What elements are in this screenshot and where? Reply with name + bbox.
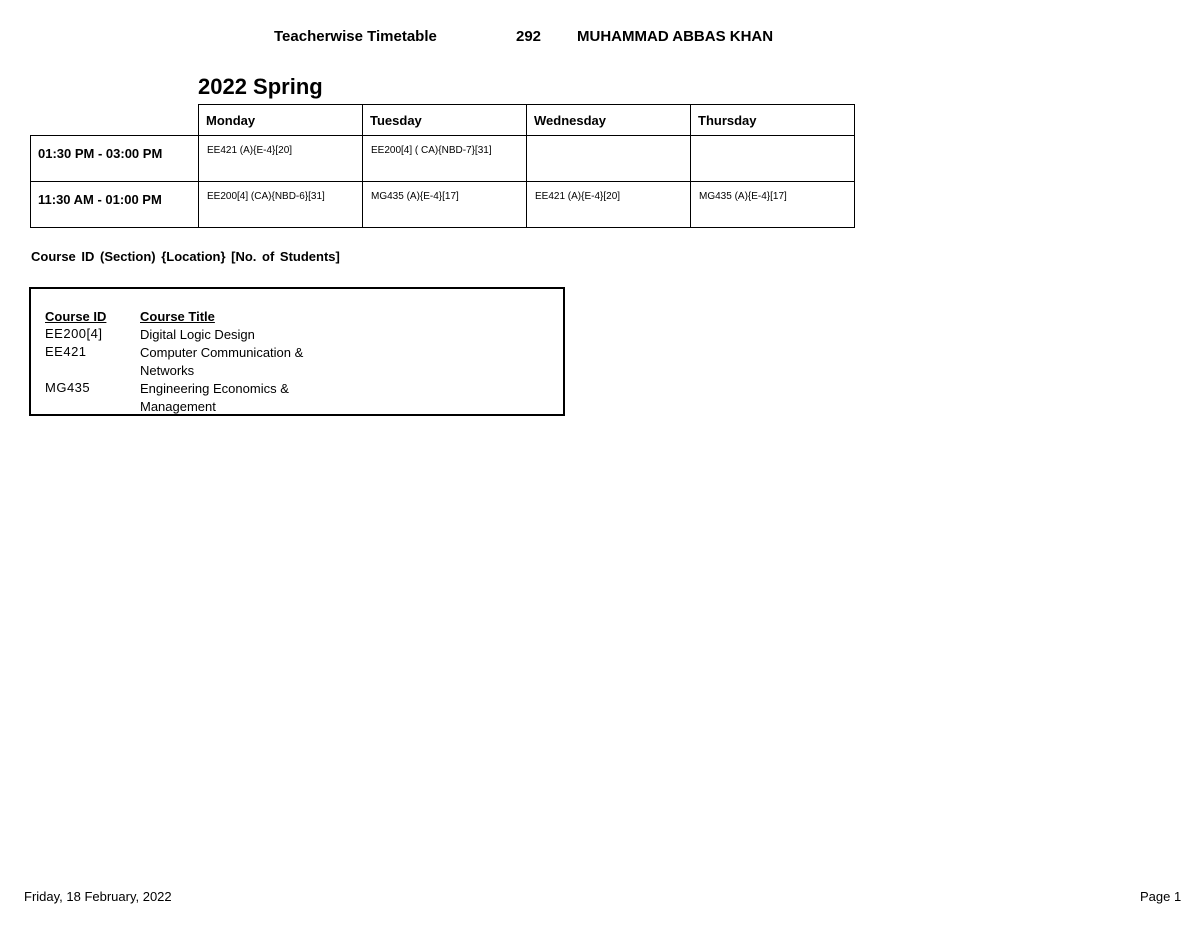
class-cell bbox=[527, 136, 691, 182]
term-title: 2022 Spring bbox=[198, 74, 323, 99]
report-title: Teacherwise Timetable bbox=[274, 28, 437, 45]
day-header-thursday: Thursday bbox=[691, 105, 855, 136]
day-header-monday: Monday bbox=[199, 105, 363, 136]
day-header-wednesday: Wednesday bbox=[527, 105, 691, 136]
table-row bbox=[31, 182, 855, 228]
teacher-name: MUHAMMAD ABBAS KHAN bbox=[577, 28, 774, 45]
course-title: Computer Communication & Networks bbox=[140, 345, 304, 378]
class-cell: MG435 (A){E-4}[17] bbox=[691, 182, 855, 228]
course-id-header: Course ID bbox=[45, 309, 107, 324]
timetable-corner bbox=[31, 105, 199, 136]
page-number: Page 1 bbox=[1140, 889, 1182, 904]
cell-format-key: Course ID (Section) {Location} [No. of Students] bbox=[31, 249, 340, 264]
class-cell: EE200[4] ( CA){NBD-7}[31] bbox=[363, 136, 527, 182]
time-slot: 11:30 AM - 01:00 PM bbox=[31, 182, 199, 228]
course-id: EE421 bbox=[45, 344, 87, 359]
teacher-id: 292 bbox=[516, 28, 542, 45]
table-row bbox=[31, 136, 855, 182]
print-date: Friday, 18 February, 2022 bbox=[24, 889, 172, 904]
timetable-header-row bbox=[31, 105, 855, 136]
course-id: EE200[4] bbox=[45, 326, 103, 341]
class-cell: MG435 (A){E-4}[17] bbox=[363, 182, 527, 228]
course-list bbox=[29, 287, 565, 416]
class-cell: EE421 (A){E-4}[20] bbox=[527, 182, 691, 228]
day-header-tuesday: Tuesday bbox=[363, 105, 527, 136]
class-cell bbox=[691, 136, 855, 182]
course-title: Digital Logic Design bbox=[140, 327, 255, 342]
course-id: MG435 bbox=[45, 380, 91, 395]
class-cell: EE421 (A){E-4}[20] bbox=[199, 136, 363, 182]
timetable bbox=[30, 104, 855, 228]
course-title: Engineering Economics & Management bbox=[140, 381, 289, 414]
time-slot: 01:30 PM - 03:00 PM bbox=[31, 136, 199, 182]
class-cell: EE200[4] (CA){NBD-6}[31] bbox=[199, 182, 363, 228]
course-title-header: Course Title bbox=[140, 309, 215, 324]
